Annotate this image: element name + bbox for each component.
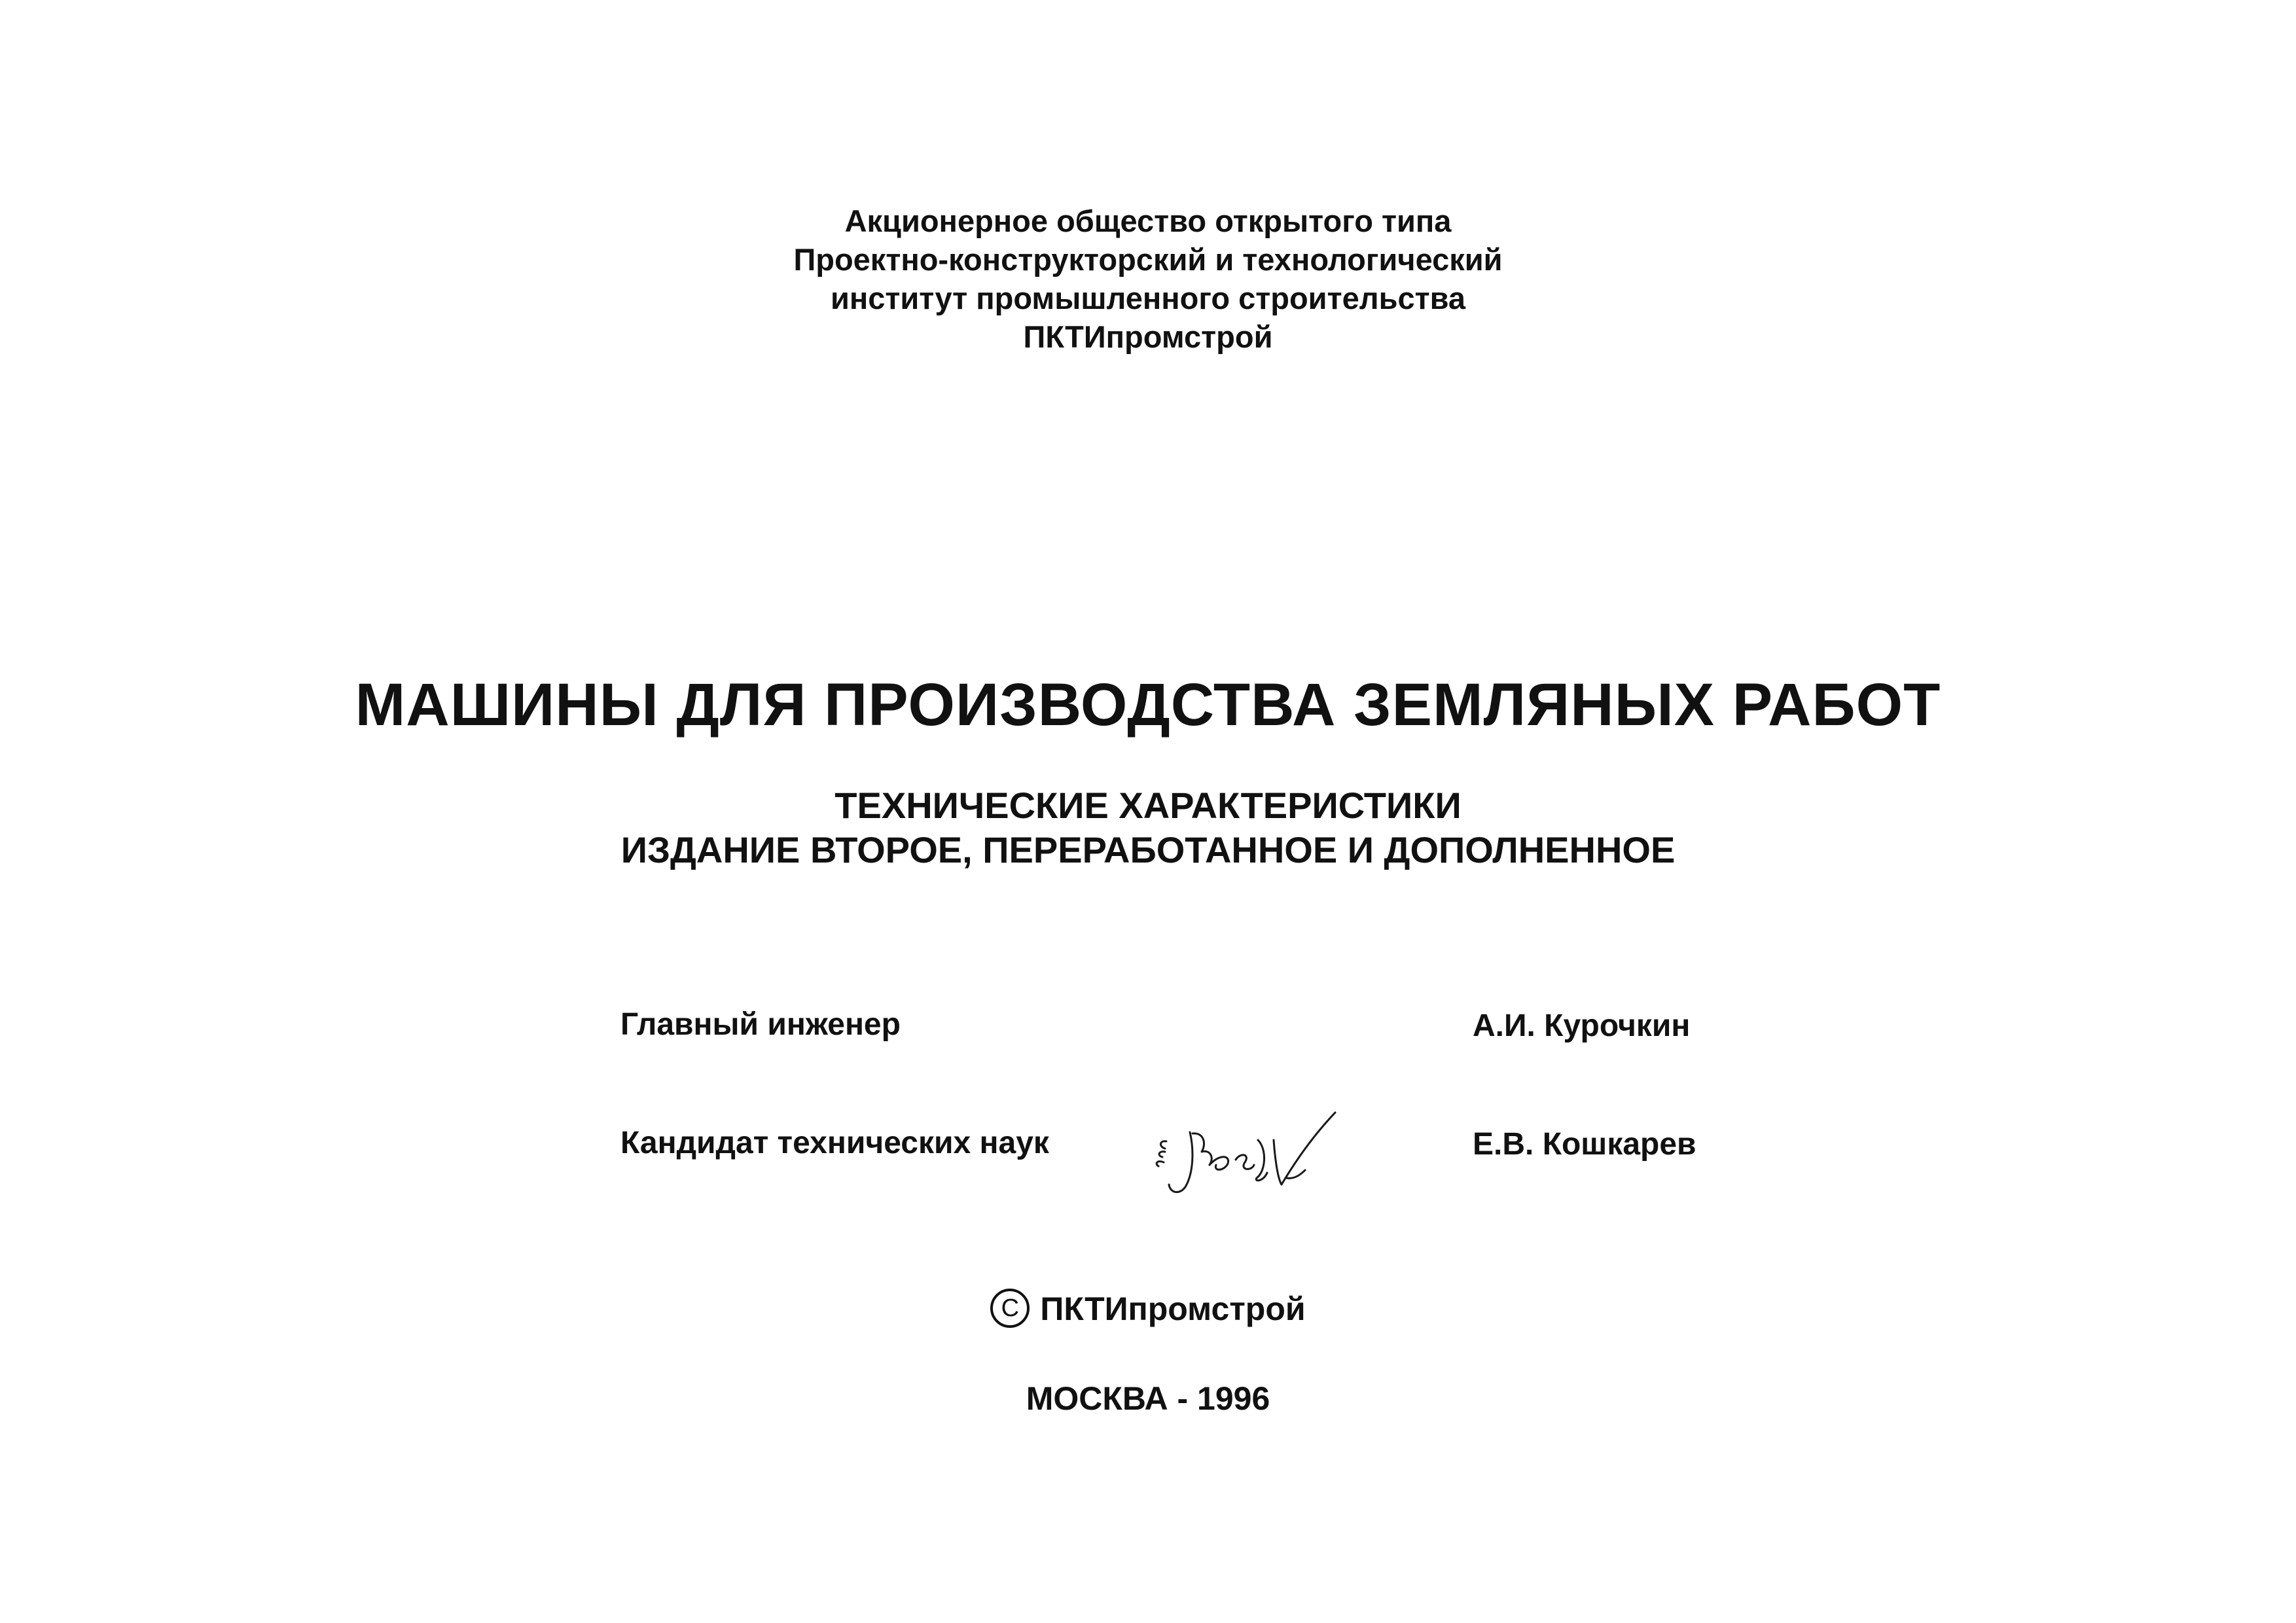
signatory-name-1: А.И. Курочкин <box>1473 1008 1691 1043</box>
organization-header <box>0 202 2296 356</box>
signatory-role-2: Кандидат технических наук <box>620 1126 1049 1160</box>
copyright-line <box>0 1288 2296 1330</box>
copyright-icon: C <box>990 1289 1030 1328</box>
document-subtitle <box>0 783 2296 872</box>
place-and-year: МОСКВА - 1996 <box>1026 1380 1270 1417</box>
signatory-name-2: Е.В. Кошкарев <box>1473 1127 1696 1162</box>
handwritten-signature <box>1139 1086 1348 1204</box>
organization-line-3: институт промышленного строительства <box>830 281 1466 315</box>
organization-line-1: Акционерное общество открытого типа <box>844 204 1452 238</box>
organization-line-2: Проектно-конструкторский и технологический <box>793 242 1503 277</box>
subtitle-line-1: ТЕХНИЧЕСКИЕ ХАРАКТЕРИСТИКИ <box>834 785 1462 826</box>
document-title: МАШИНЫ ДЛЯ ПРОИЗВОДСТВА ЗЕМЛЯНЫХ РАБОТ <box>355 671 1941 738</box>
subtitle-line-2: ИЗДАНИЕ ВТОРОЕ, ПЕРЕРАБОТАННОЕ И ДОПОЛНЕННОЕ <box>620 829 1676 870</box>
copyright-holder: ПКТИпромстрой <box>1040 1291 1306 1327</box>
signatory-role-1: Главный инженер <box>620 1007 901 1042</box>
organization-line-4: ПКТИпромстрой <box>1023 319 1273 354</box>
